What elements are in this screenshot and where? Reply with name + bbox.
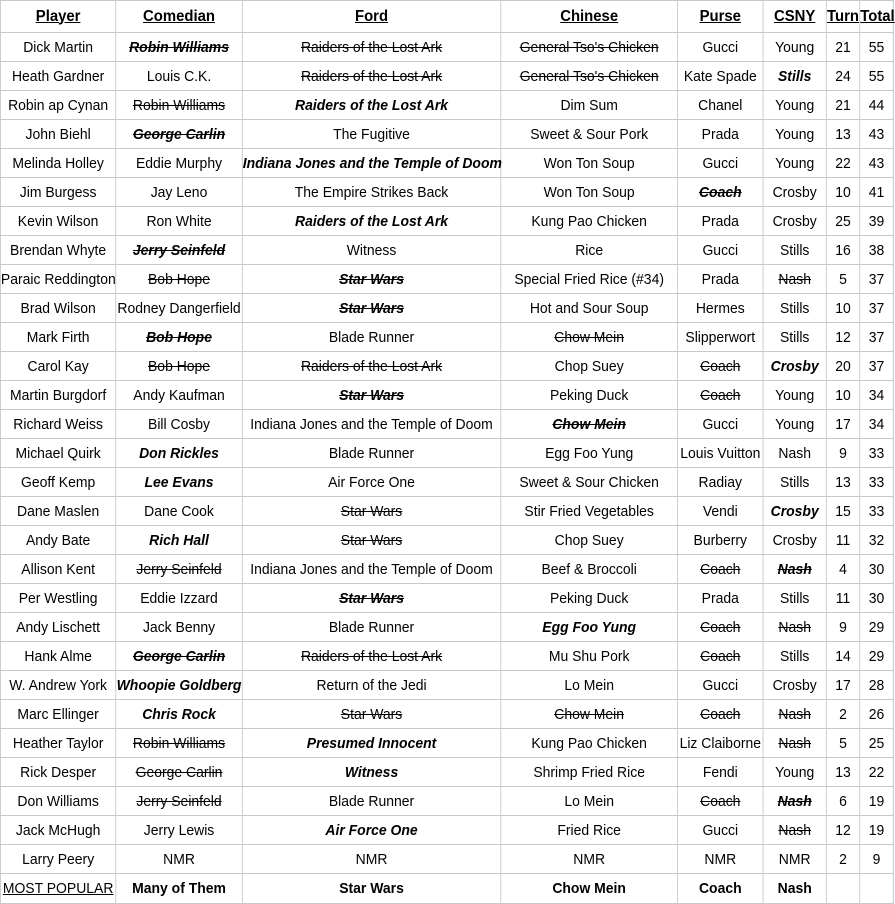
total-cell: 37 [860,294,893,323]
comedian-cell: Andy Kaufman [116,381,242,410]
player-cell: Robin ap Cynan [0,91,115,120]
turn-cell: 17 [826,671,859,700]
total-cell: 37 [860,265,893,294]
turn-cell: 22 [826,149,859,178]
comedian-cell: George Carlin [116,642,242,671]
ford-cell: NMR [242,845,501,874]
player-cell: Andy Bate [0,526,115,555]
header-purse: Purse [678,1,764,33]
chinese-cell: Peking Duck [501,381,678,410]
turn-cell: 17 [826,410,859,439]
purse-cell: Coach [678,787,764,816]
csny-cell: Crosby [763,497,826,526]
turn-cell: 9 [826,613,859,642]
table-row [0,149,893,178]
turn-cell: 24 [826,62,859,91]
most-popular-chinese: Chow Mein [501,874,678,904]
csny-cell: Nash [763,729,826,758]
header-csny: CSNY [763,1,826,33]
chinese-cell: Chop Suey [501,352,678,381]
csny-cell: Nash [763,439,826,468]
purse-cell: Coach [678,700,764,729]
csny-cell: Young [763,758,826,787]
purse-cell: Liz Claiborne [678,729,764,758]
turn-cell: 16 [826,236,859,265]
chinese-cell: Hot and Sour Soup [501,294,678,323]
turn-cell: 21 [826,33,859,62]
comedian-cell: Eddie Izzard [116,584,242,613]
purse-cell: Gucci [678,816,764,845]
header-player: Player [0,1,115,33]
table-row [0,294,893,323]
purse-cell: Louis Vuitton [678,439,764,468]
chinese-cell: Beef & Broccoli [501,555,678,584]
player-cell: Kevin Wilson [0,207,115,236]
comedian-cell: Louis C.K. [116,62,242,91]
comedian-cell: Jerry Seinfeld [116,236,242,265]
chinese-cell: Sweet & Sour Chicken [501,468,678,497]
table-row [0,845,893,874]
table-row [0,671,893,700]
header-row [0,1,893,33]
purse-cell: Fendi [678,758,764,787]
table-body [0,33,893,874]
chinese-cell: Chow Mein [501,323,678,352]
turn-cell: 4 [826,555,859,584]
comedian-cell: Bob Hope [116,265,242,294]
player-cell: Carol Kay [0,352,115,381]
chinese-cell: Lo Mein [501,787,678,816]
most-popular-ford: Star Wars [242,874,501,904]
total-cell: 39 [860,207,893,236]
player-cell: Jack McHugh [0,816,115,845]
chinese-cell: Egg Foo Yung [501,439,678,468]
csny-cell: Crosby [763,671,826,700]
table-row [0,729,893,758]
player-cell: Brendan Whyte [0,236,115,265]
most-popular-csny: Nash [763,874,826,904]
player-cell: Marc Ellinger [0,700,115,729]
csny-cell: Nash [763,555,826,584]
player-cell: Heather Taylor [0,729,115,758]
ford-cell: Blade Runner [242,323,501,352]
csny-cell: Stills [763,62,826,91]
total-cell: 55 [860,33,893,62]
purse-cell: Gucci [678,236,764,265]
turn-cell: 21 [826,91,859,120]
header-total: Total [860,1,893,33]
table-row [0,323,893,352]
ford-cell: Star Wars [242,381,501,410]
player-cell: Hank Alme [0,642,115,671]
comedian-cell: NMR [116,845,242,874]
comedian-cell: Jay Leno [116,178,242,207]
total-cell: 9 [860,845,893,874]
total-cell: 30 [860,584,893,613]
most-popular-label: MOST POPULAR [0,874,115,904]
comedian-cell: Bob Hope [116,352,242,381]
purse-cell: Hermes [678,294,764,323]
ford-cell: Raiders of the Lost Ark [242,642,501,671]
total-cell: 25 [860,729,893,758]
comedian-cell: Jerry Seinfeld [116,555,242,584]
csny-cell: Crosby [763,526,826,555]
total-cell: 33 [860,497,893,526]
chinese-cell: Fried Rice [501,816,678,845]
total-cell: 29 [860,613,893,642]
comedian-cell: Robin Williams [116,33,242,62]
table-row [0,120,893,149]
total-cell: 19 [860,787,893,816]
total-cell: 30 [860,555,893,584]
comedian-cell: Robin Williams [116,91,242,120]
ford-cell: The Empire Strikes Back [242,178,501,207]
purse-cell: NMR [678,845,764,874]
turn-cell: 10 [826,294,859,323]
table-row [0,758,893,787]
chinese-cell: Lo Mein [501,671,678,700]
ford-cell: Raiders of the Lost Ark [242,352,501,381]
csny-cell: Crosby [763,352,826,381]
ford-cell: Blade Runner [242,613,501,642]
csny-cell: Young [763,149,826,178]
ford-cell: Raiders of the Lost Ark [242,33,501,62]
purse-cell: Chanel [678,91,764,120]
player-cell: Martin Burgdorf [0,381,115,410]
comedian-cell: Eddie Murphy [116,149,242,178]
purse-cell: Prada [678,584,764,613]
ford-cell: Blade Runner [242,787,501,816]
player-cell: Melinda Holley [0,149,115,178]
player-cell: Dane Maslen [0,497,115,526]
turn-cell: 11 [826,526,859,555]
comedian-cell: George Carlin [116,120,242,149]
total-cell: 38 [860,236,893,265]
turn-cell: 2 [826,845,859,874]
turn-cell: 11 [826,584,859,613]
most-popular-row [0,874,893,904]
comedian-cell: Rich Hall [116,526,242,555]
comedian-cell: Jack Benny [116,613,242,642]
player-cell: Richard Weiss [0,410,115,439]
comedian-cell: Jerry Lewis [116,816,242,845]
table-row [0,700,893,729]
comedian-cell: George Carlin [116,758,242,787]
csny-cell: Stills [763,642,826,671]
player-cell: Mark Firth [0,323,115,352]
comedian-cell: Bill Cosby [116,410,242,439]
total-cell: 34 [860,410,893,439]
player-cell: Geoff Kemp [0,468,115,497]
csny-cell: Stills [763,584,826,613]
turn-cell: 12 [826,323,859,352]
player-cell: Heath Gardner [0,62,115,91]
ford-cell: Star Wars [242,497,501,526]
csny-cell: Nash [763,787,826,816]
player-cell: Andy Lischett [0,613,115,642]
purse-cell: Prada [678,207,764,236]
chinese-cell: Shrimp Fried Rice [501,758,678,787]
total-cell: 37 [860,323,893,352]
table-row [0,91,893,120]
purse-cell: Burberry [678,526,764,555]
chinese-cell: Chow Mein [501,410,678,439]
player-cell: Allison Kent [0,555,115,584]
csny-cell: Stills [763,468,826,497]
ford-cell: Air Force One [242,816,501,845]
player-cell: Brad Wilson [0,294,115,323]
table-row [0,410,893,439]
total-cell: 37 [860,352,893,381]
total-cell: 19 [860,816,893,845]
purse-cell: Coach [678,381,764,410]
turn-cell: 20 [826,352,859,381]
chinese-cell: Rice [501,236,678,265]
turn-cell: 5 [826,729,859,758]
total-cell: 22 [860,758,893,787]
comedian-cell: Lee Evans [116,468,242,497]
table-row [0,526,893,555]
chinese-cell: Egg Foo Yung [501,613,678,642]
csny-cell: Nash [763,613,826,642]
player-cell: Rick Desper [0,758,115,787]
chinese-cell: Dim Sum [501,91,678,120]
comedian-cell: Rodney Dangerfield [116,294,242,323]
csny-cell: Stills [763,323,826,352]
purse-cell: Coach [678,642,764,671]
table-row [0,207,893,236]
total-cell: 26 [860,700,893,729]
player-cell: Larry Peery [0,845,115,874]
player-cell: Per Westling [0,584,115,613]
header-ford: Ford [242,1,501,33]
turn-cell: 14 [826,642,859,671]
ford-cell: Raiders of the Lost Ark [242,207,501,236]
csny-cell: Stills [763,294,826,323]
turn-cell: 13 [826,120,859,149]
turn-cell: 13 [826,758,859,787]
csny-cell: Crosby [763,178,826,207]
most-popular-purse: Coach [678,874,764,904]
turn-cell: 13 [826,468,859,497]
total-cell: 28 [860,671,893,700]
total-cell: 41 [860,178,893,207]
empty-cell [860,874,893,904]
csny-cell: Nash [763,816,826,845]
turn-cell: 9 [826,439,859,468]
ford-cell: The Fugitive [242,120,501,149]
ford-cell: Star Wars [242,265,501,294]
turn-cell: 10 [826,178,859,207]
most-popular-comedian: Many of Them [116,874,242,904]
chinese-cell: Mu Shu Pork [501,642,678,671]
chinese-cell: Chow Mein [501,700,678,729]
purse-cell: Radiay [678,468,764,497]
table-row [0,236,893,265]
total-cell: 43 [860,149,893,178]
ford-cell: Witness [242,758,501,787]
turn-cell: 6 [826,787,859,816]
chinese-cell: Kung Pao Chicken [501,207,678,236]
table-row [0,178,893,207]
purse-cell: Coach [678,613,764,642]
table-row [0,62,893,91]
turn-cell: 15 [826,497,859,526]
csny-cell: NMR [763,845,826,874]
csny-cell: Young [763,410,826,439]
player-cell: Paraic Reddington [0,265,115,294]
purse-cell: Kate Spade [678,62,764,91]
purse-cell: Coach [678,178,764,207]
table-row [0,497,893,526]
total-cell: 43 [860,120,893,149]
ford-cell: Star Wars [242,294,501,323]
csny-cell: Stills [763,236,826,265]
purse-cell: Vendi [678,497,764,526]
chinese-cell: Won Ton Soup [501,149,678,178]
table-row [0,352,893,381]
player-cell: Don Williams [0,787,115,816]
turn-cell: 5 [826,265,859,294]
turn-cell: 10 [826,381,859,410]
player-cell: Jim Burgess [0,178,115,207]
chinese-cell: Kung Pao Chicken [501,729,678,758]
csny-cell: Nash [763,265,826,294]
chinese-cell: Stir Fried Vegetables [501,497,678,526]
purse-cell: Slipperwort [678,323,764,352]
csny-cell: Young [763,381,826,410]
chinese-cell: Peking Duck [501,584,678,613]
chinese-cell: NMR [501,845,678,874]
total-cell: 29 [860,642,893,671]
table-row [0,584,893,613]
table-row [0,33,893,62]
purse-cell: Prada [678,265,764,294]
csny-cell: Young [763,33,826,62]
comedian-cell: Ron White [116,207,242,236]
total-cell: 33 [860,468,893,497]
header-comedian: Comedian [116,1,242,33]
ford-cell: Blade Runner [242,439,501,468]
player-cell: W. Andrew York [0,671,115,700]
purse-cell: Prada [678,120,764,149]
comedian-cell: Whoopie Goldberg [116,671,242,700]
chinese-cell: Special Fried Rice (#34) [501,265,678,294]
ford-cell: Star Wars [242,584,501,613]
total-cell: 32 [860,526,893,555]
table-row [0,613,893,642]
table-row [0,787,893,816]
chinese-cell: General Tso's Chicken [501,62,678,91]
total-cell: 44 [860,91,893,120]
player-cell: Michael Quirk [0,439,115,468]
table-row [0,468,893,497]
player-cell: Dick Martin [0,33,115,62]
ford-cell: Raiders of the Lost Ark [242,62,501,91]
turn-cell: 2 [826,700,859,729]
ford-cell: Indiana Jones and the Temple of Doom [242,149,501,178]
table-row [0,816,893,845]
chinese-cell: Sweet & Sour Pork [501,120,678,149]
ford-cell: Return of the Jedi [242,671,501,700]
comedian-cell: Jerry Seinfeld [116,787,242,816]
table-row [0,642,893,671]
table-row [0,265,893,294]
comedian-cell: Robin Williams [116,729,242,758]
csny-cell: Nash [763,700,826,729]
total-cell: 55 [860,62,893,91]
ford-cell: Indiana Jones and the Temple of Doom [242,410,501,439]
chinese-cell: General Tso's Chicken [501,33,678,62]
table-row [0,439,893,468]
header-chinese: Chinese [501,1,678,33]
empty-cell [826,874,859,904]
csny-cell: Young [763,120,826,149]
ford-cell: Presumed Innocent [242,729,501,758]
total-cell: 34 [860,381,893,410]
turn-cell: 25 [826,207,859,236]
comedian-cell: Don Rickles [116,439,242,468]
table-row [0,555,893,584]
total-cell: 33 [860,439,893,468]
turn-cell: 12 [826,816,859,845]
table-row [0,381,893,410]
comedian-cell: Bob Hope [116,323,242,352]
csny-cell: Young [763,91,826,120]
ford-cell: Indiana Jones and the Temple of Doom [242,555,501,584]
comedian-cell: Dane Cook [116,497,242,526]
comedian-cell: Chris Rock [116,700,242,729]
purse-cell: Gucci [678,671,764,700]
ford-cell: Star Wars [242,700,501,729]
chinese-cell: Won Ton Soup [501,178,678,207]
csny-cell: Crosby [763,207,826,236]
ford-cell: Witness [242,236,501,265]
purse-cell: Gucci [678,149,764,178]
ford-cell: Raiders of the Lost Ark [242,91,501,120]
purse-cell: Coach [678,352,764,381]
purse-cell: Coach [678,555,764,584]
purse-cell: Gucci [678,33,764,62]
chinese-cell: Chop Suey [501,526,678,555]
ford-cell: Air Force One [242,468,501,497]
ford-cell: Star Wars [242,526,501,555]
header-turn: Turn [826,1,859,33]
purse-cell: Gucci [678,410,764,439]
player-cell: John Biehl [0,120,115,149]
